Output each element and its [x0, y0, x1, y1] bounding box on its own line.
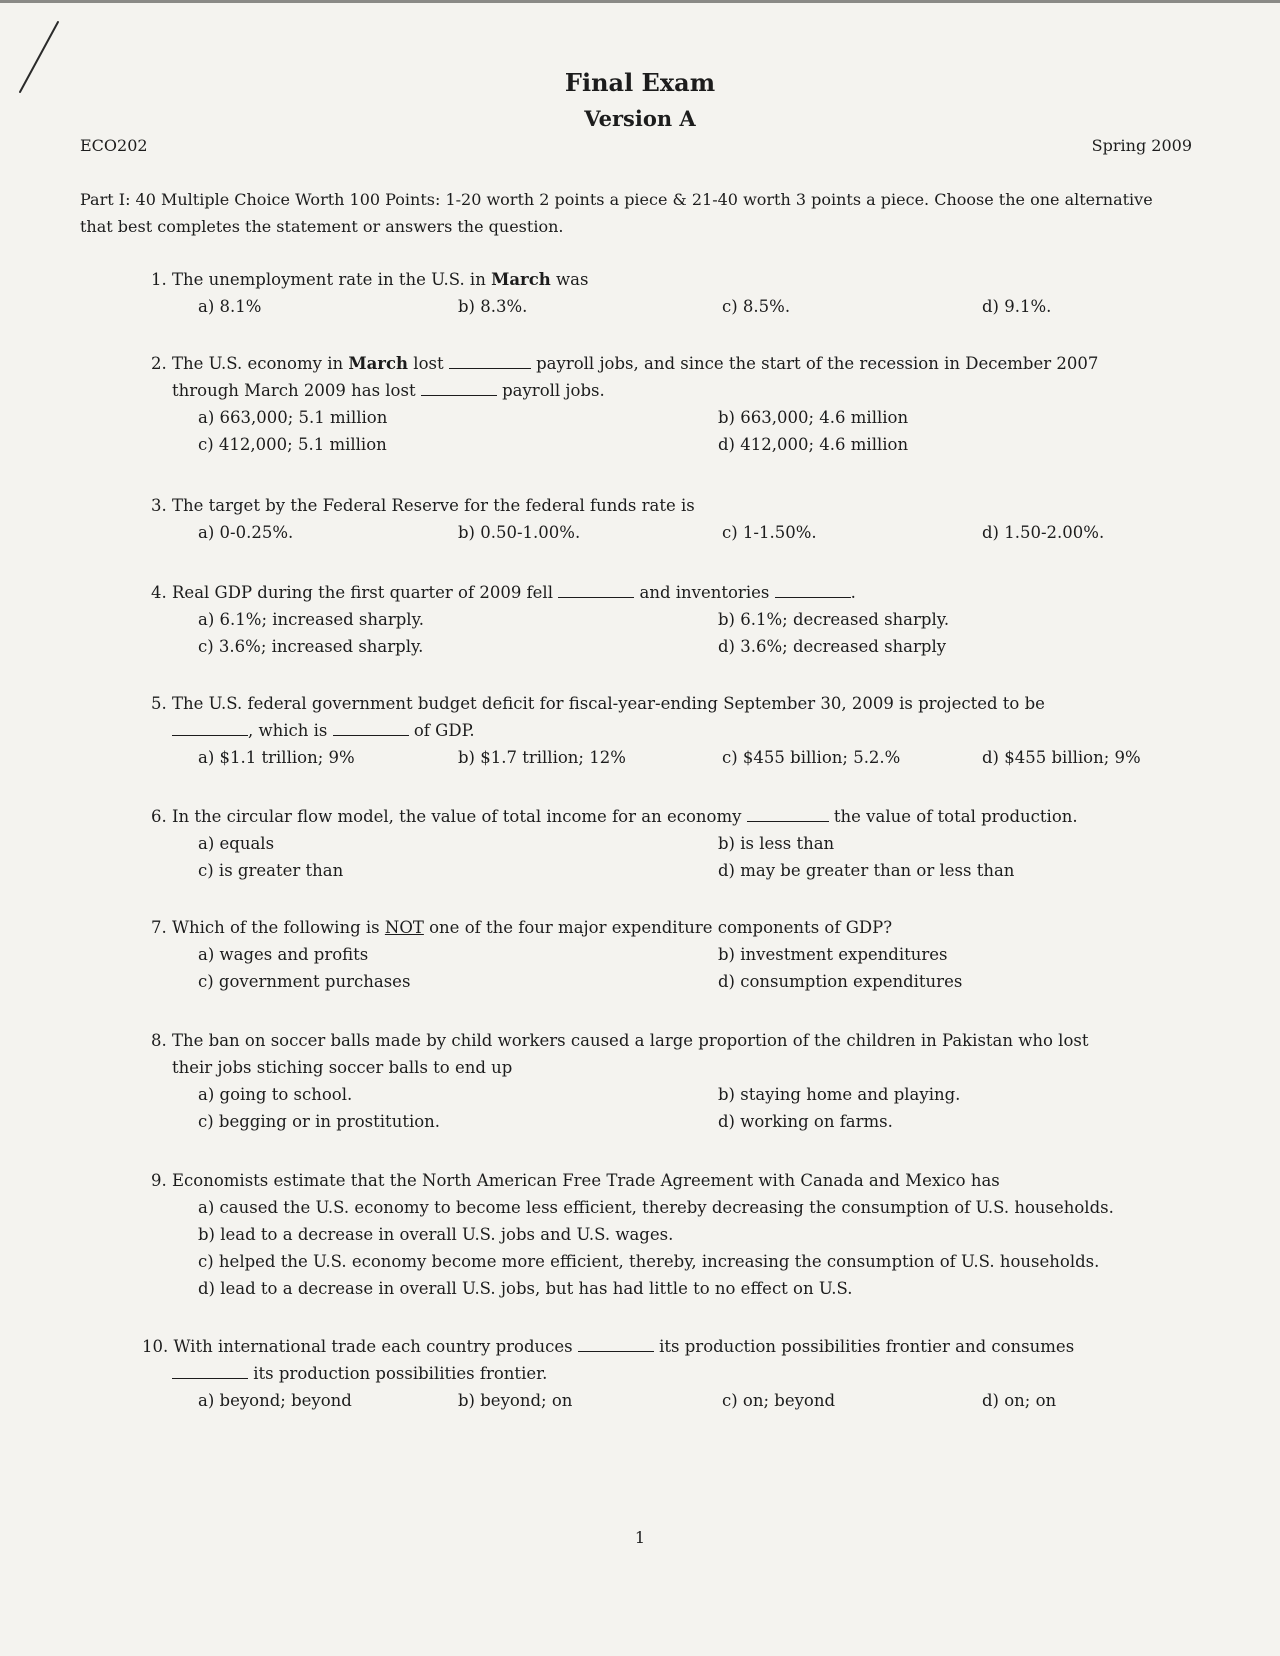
answer-blank	[172, 1377, 248, 1379]
q7-option-c[interactable]: c) government purchases	[198, 972, 411, 991]
question-5-stem-line1: 5. The U.S. federal government budget deficit for fiscal-year-ending September 30, 2009 is projected to be	[151, 694, 1045, 713]
q2-option-c[interactable]: c) 412,000; 5.1 million	[198, 435, 387, 454]
q3-option-c[interactable]: c) 1-1.50%.	[722, 523, 817, 542]
q7-option-d[interactable]: d) consumption expenditures	[718, 972, 963, 991]
exam-title: Final Exam	[564, 68, 716, 97]
exam-version: Version A	[584, 106, 696, 131]
q1-option-a[interactable]: a) 8.1%	[198, 297, 262, 316]
question-1-stem: 1. The unemployment rate in the U.S. in March was	[151, 270, 589, 289]
q8-option-c[interactable]: c) begging or in prostitution.	[198, 1112, 441, 1131]
answer-blank	[449, 367, 531, 369]
question-3-stem: 3. The target by the Federal Reserve for the federal funds rate is	[151, 496, 695, 515]
course-code: ECO202	[80, 136, 148, 155]
q8-option-b[interactable]: b) staying home and playing.	[718, 1085, 961, 1104]
q2-option-d[interactable]: d) 412,000; 4.6 million	[718, 435, 909, 454]
question-2-stem-line2: through March 2009 has lost payroll jobs.	[172, 381, 605, 400]
q1-option-b[interactable]: b) 8.3%.	[458, 297, 528, 316]
answer-blank	[172, 734, 248, 736]
page-number: 1	[634, 1528, 646, 1547]
answer-blank	[775, 596, 851, 598]
answer-blank	[421, 394, 497, 396]
question-10-stem-line1: 10. With international trade each country produces its production possibilities frontier and consumes	[142, 1337, 1075, 1356]
q8-option-a[interactable]: a) going to school.	[198, 1085, 353, 1104]
question-2-stem-line1: 2. The U.S. economy in March lost payroll jobs, and since the start of the recession in December 2007	[151, 354, 1099, 373]
q6-option-b[interactable]: b) is less than	[718, 834, 835, 853]
q10-option-a[interactable]: a) beyond; beyond	[198, 1391, 352, 1410]
answer-blank	[558, 596, 634, 598]
q7-option-b[interactable]: b) investment expenditures	[718, 945, 948, 964]
q1-option-d[interactable]: d) 9.1%.	[982, 297, 1052, 316]
q6-option-c[interactable]: c) is greater than	[198, 861, 344, 880]
question-5-stem-line2: , which is of GDP.	[172, 721, 475, 740]
q1-option-c[interactable]: c) 8.5%.	[722, 297, 791, 316]
q10-option-c[interactable]: c) on; beyond	[722, 1391, 836, 1410]
question-9-stem: 9. Economists estimate that the North American Free Trade Agreement with Canada and Mexico has	[151, 1171, 1000, 1190]
question-10-stem-line2: its production possibilities frontier.	[172, 1364, 547, 1383]
answer-blank	[747, 820, 829, 822]
q6-option-a[interactable]: a) equals	[198, 834, 275, 853]
q6-option-d[interactable]: d) may be greater than or less than	[718, 861, 1015, 880]
question-6-stem: 6. In the circular flow model, the value of total income for an economy the value of total production.	[151, 807, 1078, 826]
q4-option-b[interactable]: b) 6.1%; decreased sharply.	[718, 610, 950, 629]
question-4-stem: 4. Real GDP during the first quarter of 2009 fell and inventories .	[151, 583, 856, 602]
q4-option-a[interactable]: a) 6.1%; increased sharply.	[198, 610, 424, 629]
q5-option-a[interactable]: a) $1.1 trillion; 9%	[198, 748, 355, 767]
q2-option-a[interactable]: a) 663,000; 5.1 million	[198, 408, 388, 427]
q5-option-d[interactable]: d) $455 billion; 9%	[982, 748, 1141, 767]
q3-option-b[interactable]: b) 0.50-1.00%.	[458, 523, 581, 542]
q10-option-d[interactable]: d) on; on	[982, 1391, 1057, 1410]
q9-option-a[interactable]: a) caused the U.S. economy to become less efficient, thereby decreasing the consumption of U.S. households.	[198, 1198, 1114, 1217]
q9-option-b[interactable]: b) lead to a decrease in overall U.S. jobs and U.S. wages.	[198, 1225, 674, 1244]
q3-option-d[interactable]: d) 1.50-2.00%.	[982, 523, 1105, 542]
question-8-stem-line1: 8. The ban on soccer balls made by child workers caused a large proportion of the children in Pakistan who lost	[151, 1031, 1089, 1050]
q9-option-c[interactable]: c) helped the U.S. economy become more efficient, thereby, increasing the consumption of U.S. households.	[198, 1252, 1100, 1271]
answer-blank	[333, 734, 409, 736]
answer-blank	[578, 1350, 654, 1352]
term: Spring 2009	[1091, 136, 1192, 155]
question-7-stem: 7. Which of the following is NOT one of the four major expenditure components of GDP?	[151, 918, 893, 937]
scan-edge	[0, 0, 1280, 3]
q2-option-b[interactable]: b) 663,000; 4.6 million	[718, 408, 909, 427]
q10-option-b[interactable]: b) beyond; on	[458, 1391, 573, 1410]
q4-option-c[interactable]: c) 3.6%; increased sharply.	[198, 637, 424, 656]
instructions: Part I: 40 Multiple Choice Worth 100 Points: 1-20 worth 2 points a piece & 21-40 worth 3 points a piece. Choose the one alternative that best completes the statement or answers the question.	[80, 190, 1153, 236]
q4-option-d[interactable]: d) 3.6%; decreased sharply	[718, 637, 947, 656]
q5-option-b[interactable]: b) $1.7 trillion; 12%	[458, 748, 626, 767]
q8-option-d[interactable]: d) working on farms.	[718, 1112, 893, 1131]
q7-option-a[interactable]: a) wages and profits	[198, 945, 369, 964]
q3-option-a[interactable]: a) 0-0.25%.	[198, 523, 294, 542]
question-8-stem-line2: their jobs stiching soccer balls to end up	[172, 1058, 513, 1077]
q5-option-c[interactable]: c) $455 billion; 5.2.%	[722, 748, 901, 767]
q9-option-d[interactable]: d) lead to a decrease in overall U.S. jobs, but has had little to no effect on U.S.	[198, 1279, 853, 1298]
